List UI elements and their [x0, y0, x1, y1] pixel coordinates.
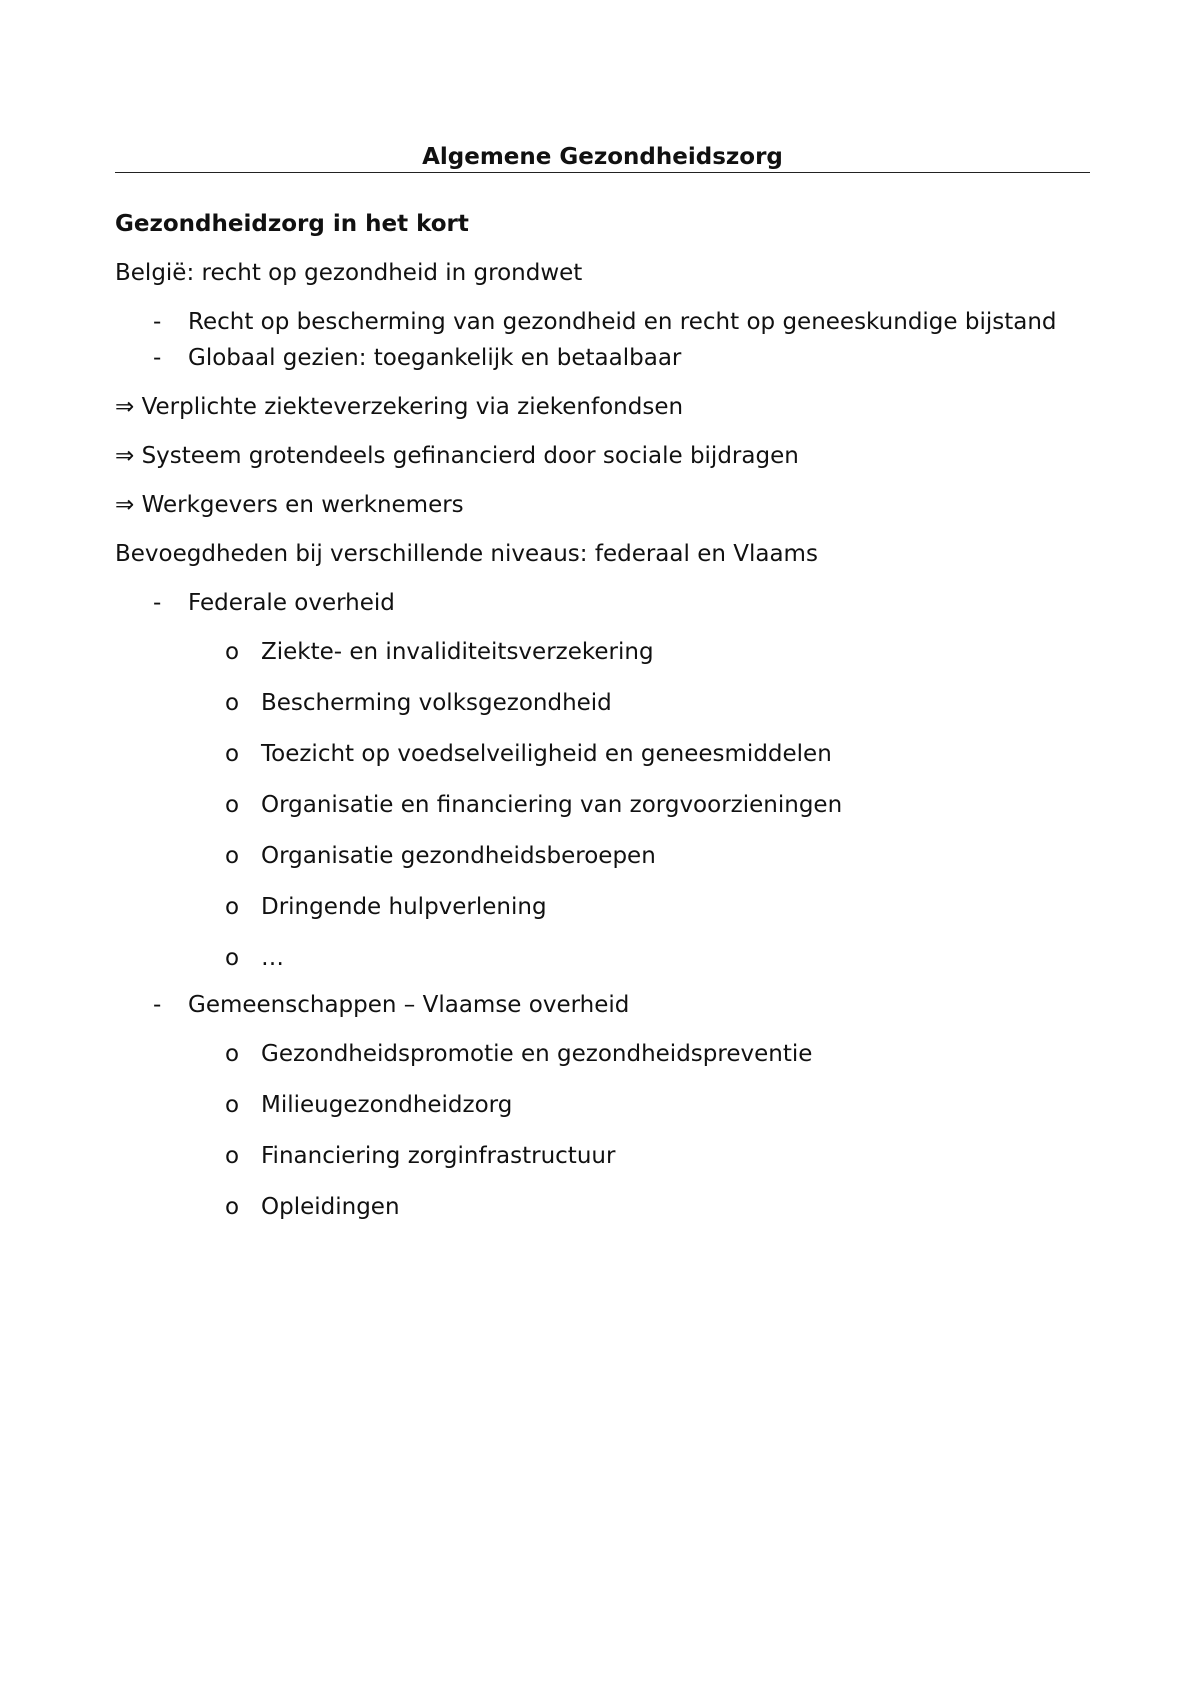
intro-bullet-list: [115, 304, 1090, 376]
list-item-text: Gezondheidspromotie en gezondheidspreventie: [261, 1041, 813, 1067]
level-label: Gemeenschappen – Vlaamse overheid: [188, 992, 630, 1018]
circle-marker: o: [225, 741, 240, 767]
list-item-text: Ziekte- en invaliditeitsverzekering: [261, 639, 654, 665]
section-heading: Gezondheidzorg in het kort: [115, 211, 469, 237]
circle-marker: o: [225, 1194, 240, 1220]
list-item: [115, 736, 1090, 772]
list-item: [115, 889, 1090, 925]
circle-marker: o: [225, 792, 240, 818]
list-item-text: Dringende hulpverlening: [261, 894, 547, 920]
dash-marker: -: [153, 345, 162, 371]
list-item-text: Organisatie en financiering van zorgvoorzieningen: [261, 792, 843, 818]
level-federal: [115, 585, 1090, 621]
intro-paragraph: België: recht op gezondheid in grondwet: [115, 260, 583, 286]
document-title: Algemene Gezondheidszorg: [422, 144, 783, 170]
list-item: [115, 1087, 1090, 1123]
arrow-point: ⇒ Verplichte ziekteverzekering via ziekenfondsen: [115, 394, 684, 420]
circle-marker: o: [225, 1143, 240, 1169]
list-item: [115, 634, 1090, 670]
list-item: [115, 340, 1090, 376]
circle-marker: o: [225, 945, 240, 971]
list-item: [115, 940, 1090, 976]
level-flemish: [115, 987, 1090, 1023]
list-item-text: Financiering zorginfrastructuur: [261, 1143, 616, 1169]
circle-marker: o: [225, 1092, 240, 1118]
dash-marker: -: [153, 992, 162, 1018]
list-item-text: …: [261, 945, 284, 971]
document-body: [115, 206, 1090, 1240]
circle-marker: o: [225, 1041, 240, 1067]
list-item: [115, 1189, 1090, 1225]
title-underline: [115, 172, 1090, 173]
list-item: [115, 1138, 1090, 1174]
list-item-text: Recht op bescherming van gezondheid en recht op geneeskundige bijstand: [188, 309, 1057, 335]
circle-marker: o: [225, 843, 240, 869]
flemish-items-list: [115, 1036, 1090, 1225]
circle-marker: o: [225, 690, 240, 716]
list-item-text: Toezicht op voedselveiligheid en geneesmiddelen: [261, 741, 832, 767]
list-item-text: Bescherming volksgezondheid: [261, 690, 612, 716]
list-item: [115, 685, 1090, 721]
list-item-text: Milieugezondheidzorg: [261, 1092, 513, 1118]
list-item-text: Organisatie gezondheidsberoepen: [261, 843, 656, 869]
circle-marker: o: [225, 639, 240, 665]
list-item: [115, 1036, 1090, 1072]
list-item: [115, 787, 1090, 823]
level-label: Federale overheid: [188, 590, 395, 616]
list-item: [115, 838, 1090, 874]
levels-list-2: [115, 987, 1090, 1023]
levels-list: [115, 585, 1090, 621]
circle-marker: o: [225, 894, 240, 920]
dash-marker: -: [153, 590, 162, 616]
list-item: [115, 304, 1090, 340]
list-item-text: Opleidingen: [261, 1194, 400, 1220]
competences-paragraph: Bevoegdheden bij verschillende niveaus: federaal en Vlaams: [115, 541, 818, 567]
list-item-text: Globaal gezien: toegankelijk en betaalbaar: [188, 345, 682, 371]
federal-items-list: [115, 634, 1090, 976]
arrow-point: ⇒ Systeem grotendeels gefinancierd door sociale bijdragen: [115, 443, 799, 469]
arrow-point: ⇒ Werkgevers en werknemers: [115, 492, 464, 518]
dash-marker: -: [153, 309, 162, 335]
